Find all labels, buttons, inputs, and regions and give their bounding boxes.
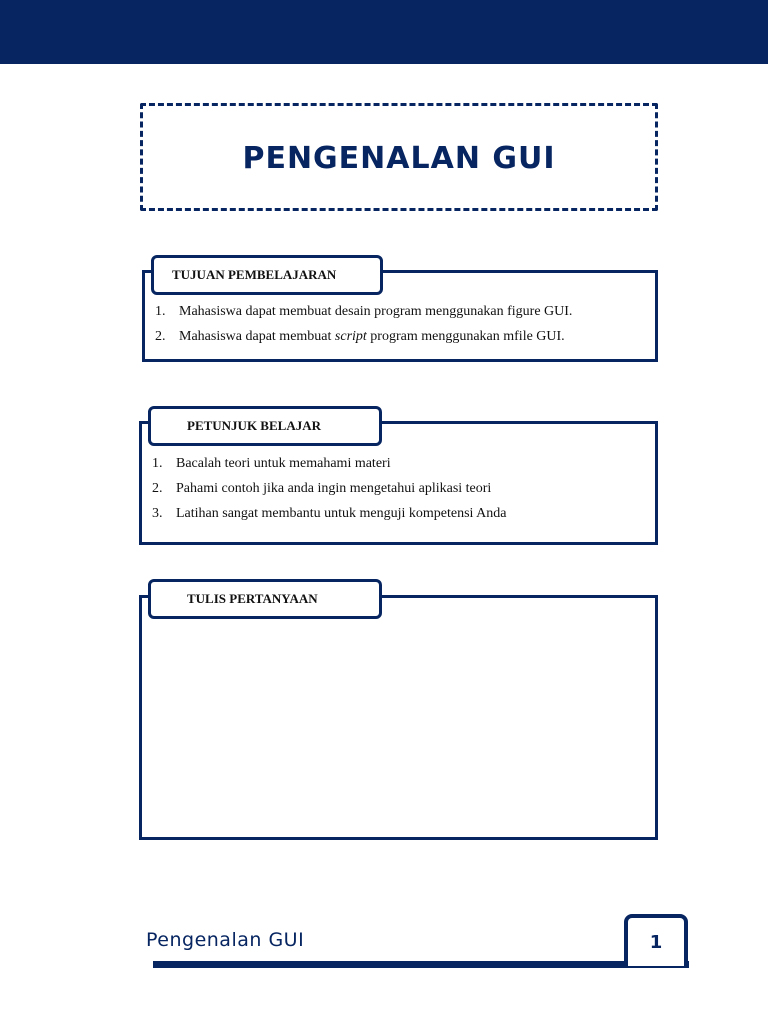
list-item-number: 2. xyxy=(155,328,166,344)
list-item-text: Bacalah teori untuk memahami materi xyxy=(176,455,391,471)
instructions-heading xyxy=(148,406,382,446)
objectives-list xyxy=(155,299,572,349)
list-item-number: 1. xyxy=(155,303,166,319)
list-item-text: Mahasiswa dapat membuat script program menggunakan mfile GUI. xyxy=(179,328,565,344)
list-item xyxy=(155,324,572,349)
page-number: 1 xyxy=(649,931,663,953)
top-banner xyxy=(0,0,768,64)
page-number-box xyxy=(624,914,688,966)
list-item xyxy=(152,451,507,476)
list-item xyxy=(152,501,507,526)
list-item-text: Mahasiswa dapat membuat desain program menggunakan figure GUI. xyxy=(179,303,573,319)
list-item-text: Latihan sangat membantu untuk menguji kompetensi Anda xyxy=(176,505,507,521)
list-item xyxy=(155,299,572,324)
list-item-number: 1. xyxy=(152,455,163,471)
questions-heading xyxy=(148,579,382,619)
list-item xyxy=(152,476,507,501)
instructions-list xyxy=(152,451,507,526)
objectives-heading-label: TUJUAN PEMBELAJARAN xyxy=(172,267,337,282)
instructions-heading-label: PETUNJUK BELAJAR xyxy=(187,418,321,433)
list-item-text: Pahami contoh jika anda ingin mengetahui aplikasi teori xyxy=(176,480,492,496)
footer-title: Pengenalan GUI xyxy=(146,929,305,951)
questions-heading-label: TULIS PERTANYAAN xyxy=(187,591,318,606)
title-frame xyxy=(140,103,658,211)
list-item-number: 3. xyxy=(152,505,163,521)
footer-rule xyxy=(153,961,689,968)
objectives-heading xyxy=(151,255,383,295)
questions-panel[interactable] xyxy=(139,595,658,840)
page-title: PENGENALAN GUI xyxy=(242,140,556,176)
list-item-number: 2. xyxy=(152,480,163,496)
